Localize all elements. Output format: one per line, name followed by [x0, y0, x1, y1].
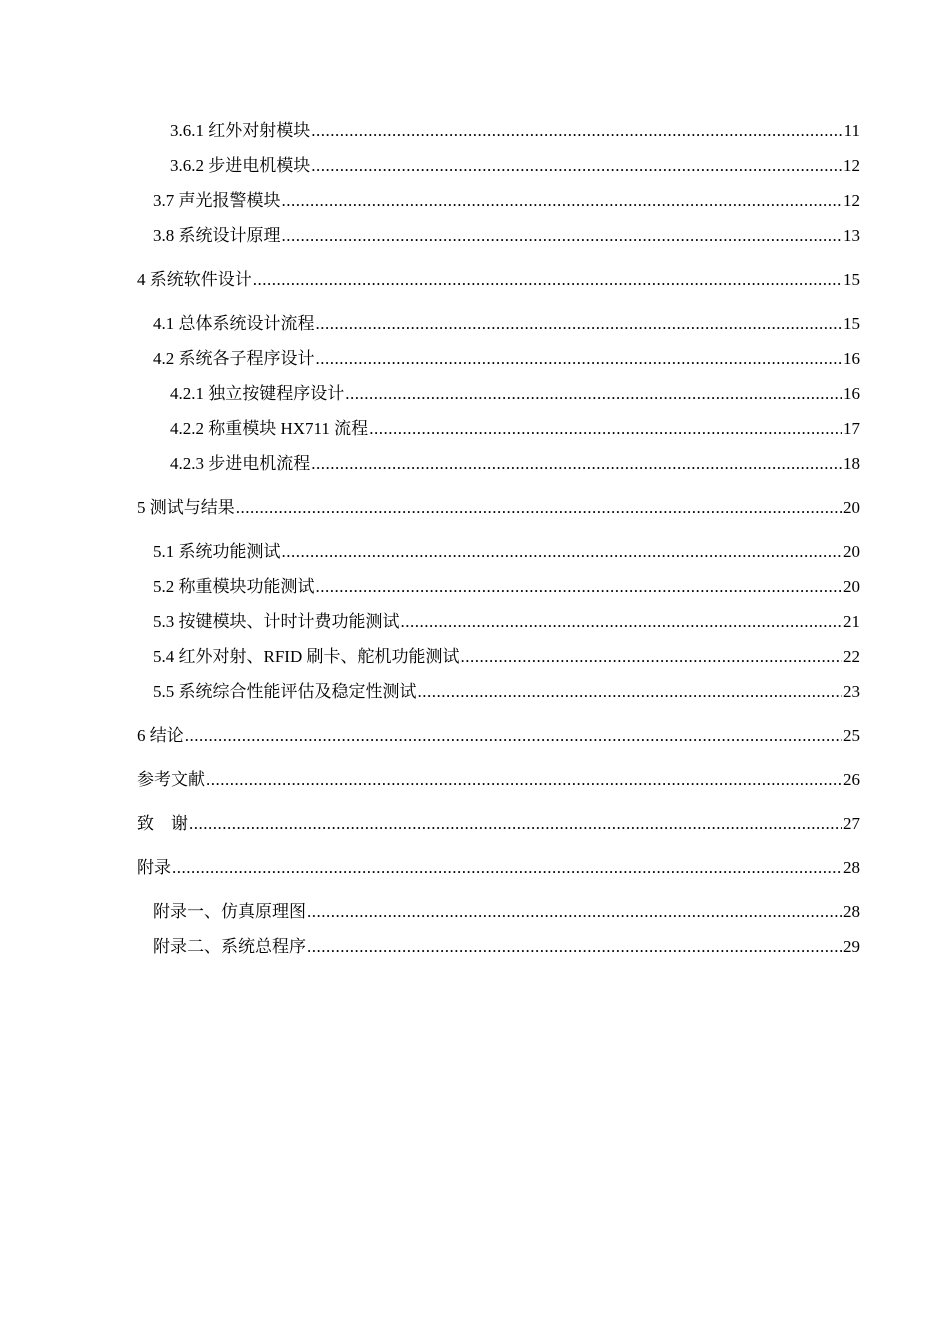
dot-leader	[307, 929, 842, 964]
dot-leader	[345, 376, 842, 411]
toc-entry[interactable]	[137, 569, 860, 604]
toc-entry-page: 13	[843, 226, 860, 245]
toc-entry[interactable]	[137, 446, 860, 481]
toc-entry[interactable]	[137, 534, 860, 569]
toc-entry[interactable]	[137, 411, 860, 446]
dot-leader	[206, 762, 842, 797]
toc-entry-page: 26	[843, 770, 860, 789]
toc-entry-title: 附录一、仿真原理图	[153, 902, 306, 921]
dot-leader	[189, 806, 842, 841]
dot-leader	[253, 262, 842, 297]
dot-leader	[311, 148, 842, 183]
toc-entry-page: 29	[843, 937, 860, 956]
toc-entry-page: 22	[843, 647, 860, 666]
toc-entry-title: 3.6.2 步进电机模块	[170, 156, 311, 175]
toc-entry[interactable]	[137, 929, 860, 964]
toc-entry-page: 12	[843, 191, 860, 210]
toc-entry-title: 5.3 按键模块、计时计费功能测试	[153, 612, 400, 631]
toc-entry[interactable]	[137, 490, 860, 525]
toc-entry-page: 20	[843, 577, 860, 596]
toc-entry-title: 6 结论	[137, 726, 184, 745]
toc-entry-title: 4.2.3 步进电机流程	[170, 454, 311, 473]
dot-leader	[369, 411, 842, 446]
dot-leader	[282, 183, 843, 218]
toc-entry-page: 15	[843, 314, 860, 333]
toc-entry-page: 21	[843, 612, 860, 631]
toc-entry[interactable]	[137, 850, 860, 885]
dot-leader	[172, 850, 842, 885]
toc-entry[interactable]	[137, 762, 860, 797]
toc-entry-page: 16	[843, 384, 860, 403]
dot-leader	[316, 306, 843, 341]
toc-entry[interactable]	[137, 806, 860, 841]
toc-entry-page: 27	[843, 814, 860, 833]
toc-entry-page: 17	[843, 419, 860, 438]
toc-entry-page: 16	[843, 349, 860, 368]
toc-entry[interactable]	[137, 113, 860, 148]
toc-entry[interactable]	[137, 262, 860, 297]
toc-entry-title: 3.7 声光报警模块	[153, 191, 281, 210]
toc-entry[interactable]	[137, 306, 860, 341]
toc-entry[interactable]	[137, 639, 860, 674]
toc-entry-title: 4.2 系统各子程序设计	[153, 349, 315, 368]
toc-entry-title: 5.5 系统综合性能评估及稳定性测试	[153, 682, 417, 701]
toc-entry-title: 附录	[137, 858, 171, 877]
dot-leader	[460, 639, 842, 674]
toc-entry[interactable]	[137, 674, 860, 709]
toc-entry-page: 11	[843, 121, 860, 140]
dot-leader	[185, 718, 842, 753]
toc-entry-title: 参考文献	[137, 770, 205, 789]
toc-entry[interactable]	[137, 183, 860, 218]
toc-entry[interactable]	[137, 218, 860, 253]
dot-leader	[307, 894, 842, 929]
toc-entry[interactable]	[137, 148, 860, 183]
toc-entry-title: 5.4 红外对射、RFID 刷卡、舵机功能测试	[153, 647, 460, 666]
toc-entry-page: 12	[843, 156, 860, 175]
toc-entry-page: 18	[843, 454, 860, 473]
toc-entry-page: 15	[843, 270, 860, 289]
dot-leader	[401, 604, 843, 639]
toc-entry-page: 20	[843, 542, 860, 561]
dot-leader	[316, 569, 843, 604]
toc-entry[interactable]	[137, 376, 860, 411]
toc-entry-title: 3.8 系统设计原理	[153, 226, 281, 245]
toc-entry-page: 25	[843, 726, 860, 745]
toc-entry-page: 28	[843, 858, 860, 877]
dot-leader	[316, 341, 843, 376]
toc-entry-title: 5 测试与结果	[137, 498, 235, 517]
toc-entry-title: 4 系统软件设计	[137, 270, 252, 289]
toc-entry-page: 28	[843, 902, 860, 921]
toc-entry-page: 23	[843, 682, 860, 701]
toc-entry[interactable]	[137, 604, 860, 639]
toc-entry-title: 4.2.2 称重模块 HX711 流程	[170, 419, 369, 438]
toc-entry-title: 3.6.1 红外对射模块	[170, 121, 311, 140]
toc-entry-title: 5.1 系统功能测试	[153, 542, 281, 561]
dot-leader	[282, 218, 843, 253]
toc-entry-title: 4.2.1 独立按键程序设计	[170, 384, 345, 403]
toc-entry[interactable]	[137, 894, 860, 929]
dot-leader	[311, 446, 842, 481]
toc-entry[interactable]	[137, 718, 860, 753]
dot-leader	[282, 534, 843, 569]
dot-leader	[311, 113, 842, 148]
toc-entry-title: 5.2 称重模块功能测试	[153, 577, 315, 596]
table-of-contents	[137, 113, 860, 964]
dot-leader	[418, 674, 843, 709]
toc-entry-title: 附录二、系统总程序	[153, 937, 306, 956]
toc-entry-page: 20	[843, 498, 860, 517]
toc-entry-title: 4.1 总体系统设计流程	[153, 314, 315, 333]
toc-entry[interactable]	[137, 341, 860, 376]
toc-entry-title: 致 谢	[137, 814, 188, 833]
dot-leader	[236, 490, 842, 525]
